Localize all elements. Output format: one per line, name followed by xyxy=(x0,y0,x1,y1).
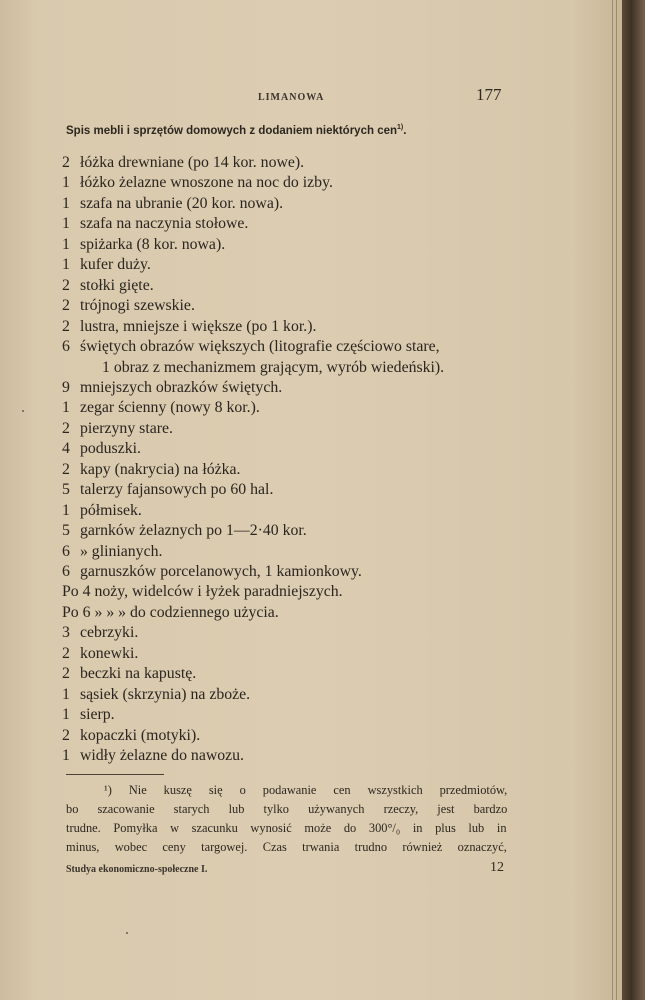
item-text: kufer duży. xyxy=(79,256,151,274)
list-item xyxy=(62,726,200,746)
list-item xyxy=(102,358,444,378)
item-quantity: 1 xyxy=(62,215,70,233)
footnote-line: minus, wobec ceny targowej. Czas trwania trudno również oznaczyć, xyxy=(66,840,507,854)
item-quantity: 1 xyxy=(62,747,70,765)
item-quantity: 2 xyxy=(62,154,70,171)
item-text: 1 obraz z mechanizmem grającym, wyrób wiedeński). xyxy=(102,358,445,376)
item-quantity: 9 xyxy=(62,378,70,396)
item-quantity: 2 xyxy=(62,665,70,683)
list-item xyxy=(62,419,173,439)
item-text: pierzyny stare. xyxy=(79,419,173,437)
item-text: garnków żelaznych po 1—2·40 kor. xyxy=(79,522,307,540)
list-item xyxy=(62,317,316,337)
item-quantity: 6 xyxy=(62,338,70,356)
list-item xyxy=(62,685,250,705)
list-item xyxy=(62,480,273,500)
page-number: 177 xyxy=(476,85,502,104)
list-item xyxy=(62,644,138,664)
list-item xyxy=(62,746,244,766)
page-edge-line xyxy=(612,0,613,1000)
list-item xyxy=(62,296,195,316)
running-head: LIMANOWA xyxy=(258,92,325,103)
item-quantity: 2 xyxy=(62,297,70,315)
footnote-marker: 1) xyxy=(397,124,404,131)
item-text: stołki gięte. xyxy=(79,276,154,294)
paper-speck xyxy=(126,932,128,934)
page-edge-line xyxy=(616,0,617,1000)
item-text: spiżarka (8 kor. nowa). xyxy=(79,235,226,253)
item-quantity: 6 xyxy=(62,563,70,580)
item-text: widły żelazne do nawozu. xyxy=(79,747,245,765)
list-item xyxy=(62,664,196,684)
list-item xyxy=(62,214,248,234)
footnote-line: trudne. Pomyłka w szacunku wynosić może do 300°/₀ in plus lub in xyxy=(66,821,507,835)
list-item xyxy=(62,582,343,602)
item-quantity: 2 xyxy=(62,460,70,478)
item-text: łóżko żelazne wnoszone na noc do izby. xyxy=(79,174,333,192)
item-text: zegar ścienny (nowy 8 kor.). xyxy=(79,399,260,417)
item-text: trójnogi szewskie. xyxy=(79,297,195,315)
list-item xyxy=(62,603,279,623)
item-quantity: 1 xyxy=(62,399,70,417)
list-item xyxy=(62,194,283,214)
item-text: garnuszków porcelanowych, 1 kamionkowy. xyxy=(79,563,362,580)
list-item xyxy=(62,501,142,521)
list-item xyxy=(62,521,307,541)
book-spine-edge xyxy=(622,0,645,1000)
item-text: lustra, mniejsze i większe (po 1 kor.). xyxy=(79,317,317,335)
item-text: poduszki. xyxy=(79,440,141,458)
item-text: świętych obrazów większych (litografie częściowo stare, xyxy=(79,338,440,356)
item-quantity: 1 xyxy=(62,174,70,192)
list-item xyxy=(62,255,151,275)
item-quantity: 2 xyxy=(62,419,70,437)
item-text: beczki na kapustę. xyxy=(79,665,197,683)
item-quantity: 1 xyxy=(62,685,70,703)
footnote-rule xyxy=(66,774,164,775)
item-quantity: 2 xyxy=(62,317,70,335)
item-text: cebrzyki. xyxy=(79,624,139,642)
list-title: Spis mebli i sprzętów domowych z dodaniem niektórych cen$^{1)}$. xyxy=(66,124,407,137)
footnote-line: bo szacowanie starych lub tylko używanych rzeczy, jest bardzo xyxy=(66,802,508,816)
list-item xyxy=(62,235,225,255)
item-text: szafa na naczynia stołowe. xyxy=(79,215,249,233)
item-quantity: 2 xyxy=(62,644,70,662)
item-text: sąsiek (skrzynia) na zboże. xyxy=(79,685,251,703)
list-item xyxy=(62,705,115,725)
item-text: szafa na ubranie (20 kor. nowa). xyxy=(79,194,284,212)
item-quantity: 1 xyxy=(62,235,70,253)
signature-number: 12 xyxy=(490,860,504,875)
list-item xyxy=(62,276,154,296)
list-item xyxy=(62,623,138,643)
list-item xyxy=(62,337,440,357)
item-text: Po 6 » » » do codziennego użycia. xyxy=(62,603,279,621)
item-quantity: 1 xyxy=(62,256,70,274)
item-quantity: 2 xyxy=(62,276,70,294)
item-text: Po 4 noży, widelców i łyżek paradniejszych. xyxy=(62,583,343,601)
list-title-text: Spis mebli i sprzętów domowych z dodaniem niektórych cen xyxy=(66,124,398,137)
item-quantity: 2 xyxy=(62,726,70,744)
list-item xyxy=(62,398,260,418)
item-text: mniejszych obrazków świętych. xyxy=(79,378,283,396)
paper-speck xyxy=(22,410,24,412)
item-text: » glinianych. xyxy=(79,542,163,560)
series-title: Studya ekonomiczno-społeczne I. xyxy=(66,864,208,875)
list-item xyxy=(62,542,162,562)
item-quantity: 5 xyxy=(62,481,70,499)
item-text: sierp. xyxy=(79,706,115,724)
item-text: konewki. xyxy=(79,644,139,662)
item-quantity: 4 xyxy=(62,440,70,458)
item-quantity: 3 xyxy=(62,624,70,642)
item-quantity: 1 xyxy=(62,706,70,724)
footnote-line: ¹) Nie kuszę się o podawanie cen wszystkich przedmiotów, xyxy=(104,783,508,797)
item-quantity: 1 xyxy=(62,194,70,212)
list-item xyxy=(62,439,141,459)
list-item xyxy=(62,378,282,398)
item-quantity: 6 xyxy=(62,542,70,560)
item-text: talerzy fajansowych po 60 hal. xyxy=(79,481,274,499)
item-text: łóżka drewniane (po 14 kor. nowe). xyxy=(79,154,305,171)
list-item xyxy=(62,173,333,193)
item-quantity: 5 xyxy=(62,522,70,540)
item-text: kopaczki (motyki). xyxy=(79,726,201,744)
list-item xyxy=(62,562,362,582)
list-item xyxy=(62,153,304,173)
item-text: półmisek. xyxy=(79,501,142,519)
item-quantity: 1 xyxy=(62,501,70,519)
item-text: kapy (nakrycia) na łóżka. xyxy=(79,460,241,478)
list-item xyxy=(62,460,240,480)
